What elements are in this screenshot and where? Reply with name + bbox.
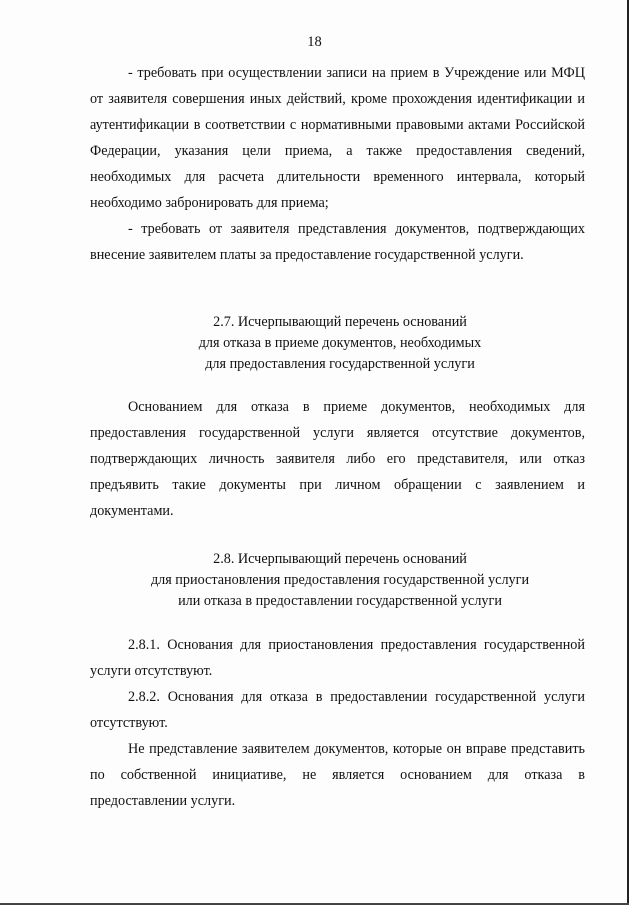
paragraph-text: 2.8.1. Основания для приостановления предоставления государственной услуги отсутствуют.: [90, 637, 585, 679]
section-heading-2-8: [60, 549, 620, 612]
paragraph-text: Не представление заявителем документов, которые он вправе представить по собственной инициативе, не является основанием для отказа в предоставлении услуги.: [90, 741, 585, 809]
heading-line: для отказа в приеме документов, необходимых: [198, 335, 482, 351]
heading-line: для приостановления предоставления государственной услуги: [150, 572, 530, 588]
heading-line: или отказа в предоставлении государственной услуги: [178, 593, 502, 609]
heading-line: 2.8. Исчерпывающий перечень оснований: [213, 551, 467, 567]
paragraph-non-submission-note: [90, 736, 585, 814]
paragraph-text: - требовать от заявителя представления документов, подтверждающих внесение заявителем платы за предоставление государственной услуги.: [90, 221, 585, 263]
paragraph-text: - требовать при осуществлении записи на прием в Учреждение или МФЦ от заявителя совершения иных действий, кроме прохождения идентификации и аутентификации в соответствии с нормативными правовыми актами Российской Федерации, указания цели приема, а также предоставления сведений, необходимых для расчета длительности временного интервала, который необходимо забронировать для приема;: [90, 65, 585, 211]
heading-line: 2.7. Исчерпывающий перечень оснований: [213, 314, 467, 330]
section-heading-2-7: [60, 312, 620, 375]
paragraph-text: Основанием для отказа в приеме документов, необходимых для предоставления государственной услуги является отсутствие документов, подтверждающих личность заявителя либо его представителя, или отказ предъявить такие документы при личном обращении с заявлением и документами.: [90, 399, 585, 519]
paragraph-payment-documents: [90, 216, 585, 268]
paragraph-2-8-1: [90, 632, 585, 684]
paragraph-2-8-2: [90, 684, 585, 736]
heading-line: для предоставления государственной услуги: [205, 356, 475, 372]
paragraph-refusal-grounds: [90, 394, 585, 524]
paragraph-text: 2.8.2. Основания для отказа в предоставлении государственной услуги отсутствуют.: [90, 689, 585, 731]
paragraph-appointment-requirements: [90, 60, 585, 216]
page-number: 18: [307, 34, 322, 50]
